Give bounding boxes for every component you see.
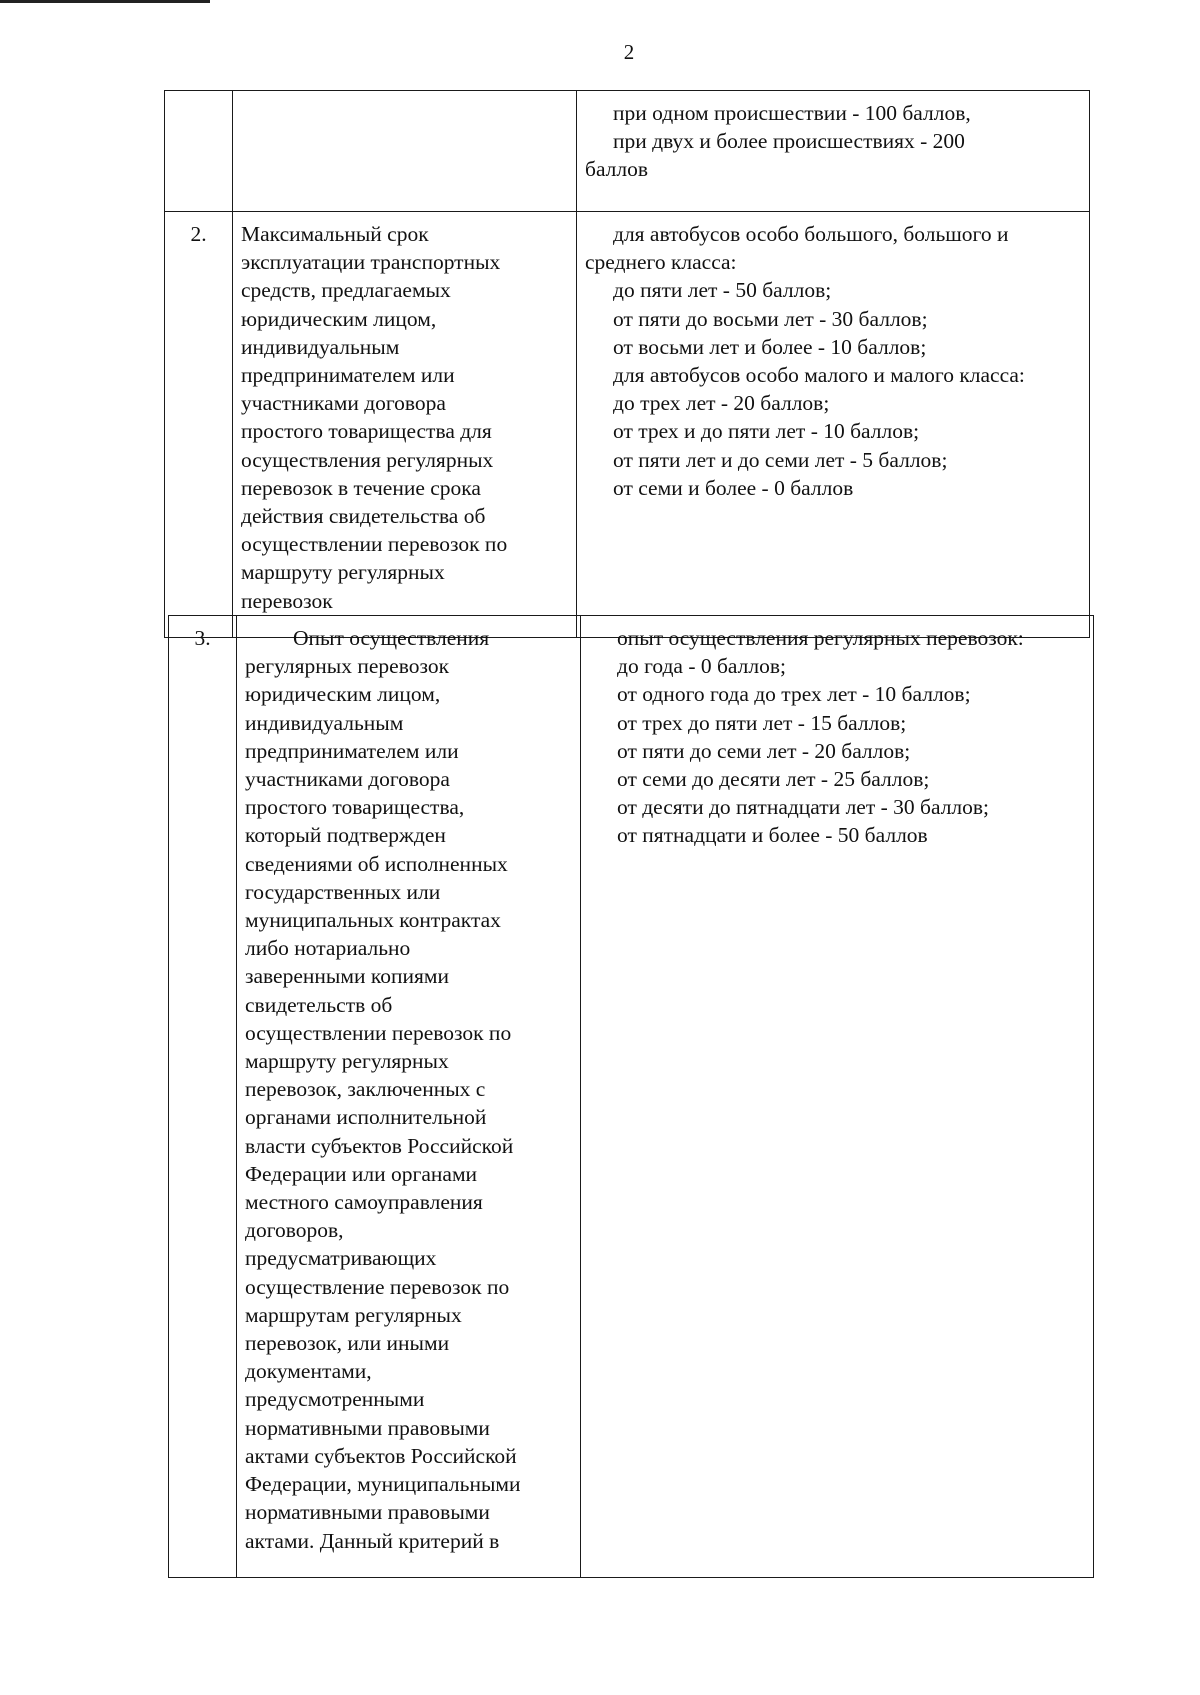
criterion-line: свидетельств об: [245, 992, 393, 1017]
criterion-line: актами субъектов Российской: [245, 1443, 517, 1468]
criterion-line: Опыт осуществления: [293, 626, 490, 650]
criterion-line: нормативными правовыми: [245, 1500, 490, 1525]
criterion-line: юридическим лицом,: [241, 306, 437, 331]
criterion-line: предусмотренными: [245, 1387, 425, 1412]
criteria-table-part-1: [164, 90, 1090, 638]
criterion-line: либо нотариально: [245, 936, 411, 961]
scan-edge-mark: [0, 0, 210, 3]
scores-cell: [577, 91, 1090, 212]
criterion-line: маршрутам регулярных: [245, 1302, 462, 1327]
score-line: от одного года до трех лет - 10 баллов;: [617, 682, 971, 707]
criterion-cell: [233, 91, 577, 212]
score-line: до пяти лет - 50 баллов;: [613, 278, 832, 303]
score-line: от трех до пяти лет - 15 баллов;: [617, 710, 907, 735]
score-line: от трех и до пяти лет - 10 баллов;: [613, 419, 920, 444]
page-number: 2: [623, 40, 635, 64]
criterion-line: перевозок: [241, 588, 333, 613]
score-line: для автобусов особо большого, большого и: [613, 222, 1009, 246]
score-line: для автобусов особо малого и малого класса:: [613, 363, 1025, 388]
criterion-line: простого товарищества,: [245, 795, 465, 820]
criterion-cell: [233, 212, 577, 638]
score-line: от пяти лет и до семи лет - 5 баллов;: [613, 447, 948, 472]
criterion-line: договоров,: [245, 1218, 344, 1243]
criterion-line: средств, предлагаемых: [241, 278, 451, 303]
criterion-line: Федерации, муниципальными: [245, 1472, 521, 1497]
table-row-3: [169, 616, 1094, 1578]
score-line: от пяти до семи лет - 20 баллов;: [617, 738, 911, 763]
score-line: от десяти до пятнадцати лет - 30 баллов;: [617, 795, 990, 820]
criterion-line: индивидуальным: [245, 710, 404, 735]
criterion-line: муниципальных контрактах: [245, 908, 501, 933]
score-line: от семи и более - 0 баллов: [613, 475, 854, 500]
score-line: от семи до десяти лет - 25 баллов;: [617, 767, 930, 792]
criterion-line: актами. Данный критерий в: [245, 1528, 500, 1553]
row-number-cell: [165, 91, 233, 212]
criterion-line: осуществление перевозок по: [245, 1274, 510, 1299]
criterion-line: документами,: [245, 1359, 372, 1384]
criterion-line: предусматривающих: [245, 1246, 437, 1271]
criterion-line: участниками договора: [241, 391, 446, 416]
criterion-line: осуществлении перевозок по: [241, 532, 508, 557]
criterion-line: действия свидетельства об: [241, 504, 486, 529]
score-line: до года - 0 баллов;: [617, 654, 786, 679]
score-line: опыт осуществления регулярных перевозок:: [617, 626, 1024, 650]
criterion-cell: [237, 616, 581, 1578]
criterion-line: местного самоуправления: [245, 1190, 483, 1215]
row-number-cell: 3.: [169, 616, 237, 1578]
criterion-line: регулярных перевозок: [245, 654, 450, 679]
criterion-line: простого товарищества для: [241, 419, 492, 444]
criterion-line: сведениями об исполненных: [245, 851, 508, 876]
criterion-line: осуществлении перевозок по: [245, 1020, 512, 1045]
criterion-line: индивидуальным: [241, 334, 400, 359]
criterion-line: заверенными копиями: [245, 964, 449, 989]
score-line: при двух и более происшествиях - 200: [613, 129, 965, 154]
criterion-line: органами исполнительной: [245, 1105, 487, 1130]
criterion-line: перевозок, или иными: [245, 1331, 450, 1356]
table-row-continuation: [165, 91, 1090, 212]
score-line: от пятнадцати и более - 50 баллов: [617, 823, 928, 848]
scores-cell: [577, 212, 1090, 638]
row-number-cell: 2.: [165, 212, 233, 638]
score-line: среднего класса:: [585, 250, 737, 275]
scores-cell: [581, 616, 1094, 1578]
criterion-line: эксплуатации транспортных: [241, 250, 501, 275]
criterion-line: предпринимателем или: [241, 363, 455, 388]
criterion-line: маршруту регулярных: [241, 560, 445, 585]
score-line: от восьми лет и более - 10 баллов;: [613, 334, 927, 359]
criterion-line: власти субъектов Российской: [245, 1133, 514, 1158]
criterion-line: государственных или: [245, 879, 441, 904]
criterion-line: юридическим лицом,: [245, 682, 441, 707]
criterion-line: участниками договора: [245, 767, 450, 792]
criteria-table-part-2: [168, 615, 1094, 1578]
criterion-line: Максимальный срок: [241, 222, 429, 246]
criterion-line: Федерации или органами: [245, 1161, 478, 1186]
criterion-line: осуществления регулярных: [241, 447, 494, 472]
criterion-line: маршруту регулярных: [245, 1049, 449, 1074]
criterion-line: нормативными правовыми: [245, 1415, 490, 1440]
criterion-line: который подтвержден: [245, 823, 446, 848]
criterion-line: предпринимателем или: [245, 738, 459, 763]
score-line: баллов: [585, 157, 649, 182]
score-line: от пяти до восьми лет - 30 баллов;: [613, 306, 928, 331]
criterion-line: перевозок в течение срока: [241, 475, 481, 500]
score-line: при одном происшествии - 100 баллов,: [613, 101, 971, 125]
criterion-line: перевозок, заключенных с: [245, 1077, 486, 1102]
table-row-2: [165, 212, 1090, 638]
score-line: до трех лет - 20 баллов;: [613, 391, 830, 416]
